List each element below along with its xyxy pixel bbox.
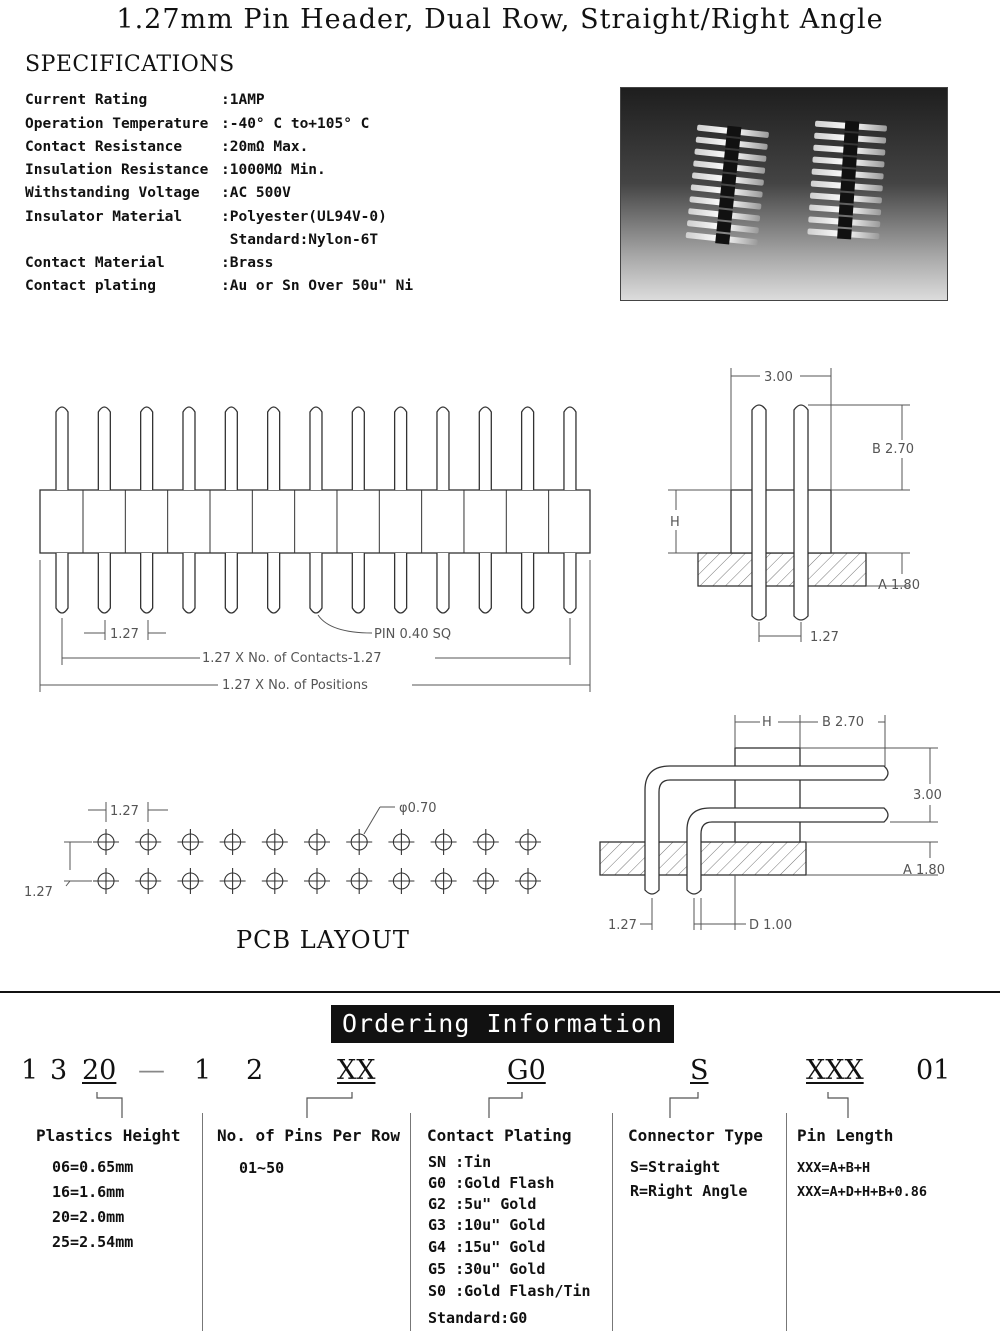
pins-per-row-range: 01~50 (239, 1159, 285, 1177)
spec-value: :1000MΩ Min. (221, 162, 326, 178)
front-pin-upper (479, 407, 491, 490)
photo-insulator-segment (840, 193, 855, 204)
pcb-layout-title: PCB LAYOUT (236, 926, 410, 954)
code-part-pins-per-row: XX (337, 1055, 376, 1086)
plating-standard: Standard:G0 (428, 1309, 528, 1327)
code-part-plastics-height: 20 (82, 1055, 117, 1086)
plastics-height-header: Plastics Height (36, 1126, 181, 1145)
photo-insulator-segment (838, 216, 853, 227)
photo-insulator-segment (725, 138, 740, 149)
ra-pcb-section (600, 842, 806, 875)
right-angle-view (600, 748, 888, 894)
column-divider (786, 1113, 787, 1331)
spec-value: :-40° C to+105° C (221, 116, 370, 132)
plating-option: S0 :Gold Flash/Tin (428, 1282, 591, 1300)
spec-row (25, 278, 413, 294)
spec-label: Contact Material (25, 255, 165, 271)
pcb-hole (135, 868, 161, 894)
pcb-hole (304, 868, 330, 894)
front-view (40, 407, 590, 613)
front-pin-lower (310, 553, 322, 613)
spec-value: :AC 500V (221, 185, 291, 201)
pcb-hole (346, 829, 372, 855)
photo-insulator-segment (726, 126, 741, 137)
spec-label: Contact plating (25, 278, 156, 294)
code-part: 1 (21, 1055, 39, 1086)
photo-insulator-segment (839, 205, 854, 216)
pcb-hole (473, 829, 499, 855)
product-photo (620, 87, 948, 301)
pcb-hole (388, 829, 414, 855)
photo-insulator-segment (845, 121, 860, 132)
spec-label: Current Rating (25, 92, 148, 108)
code-part-contact-plating: G0 (507, 1055, 546, 1086)
spec-row (25, 116, 369, 132)
connector-type-option: S=Straight (630, 1158, 721, 1176)
photo-insulator-segment (721, 173, 736, 184)
spec-label: Contact Resistance (25, 139, 183, 155)
pin-header-photo-illustration (621, 88, 947, 300)
front-pin-lower (395, 553, 407, 613)
pcb-hole (135, 829, 161, 855)
pcb-hole (346, 868, 372, 894)
front-pin-lower (183, 553, 195, 613)
spec-row (25, 255, 273, 271)
spec-value: :1AMP (221, 92, 265, 108)
section-divider (0, 991, 1000, 993)
pcb-hole (220, 868, 246, 894)
front-pin-lower (268, 553, 280, 613)
ra-pitch-label: 1.27 (608, 918, 637, 933)
photo-insulator-segment (842, 157, 857, 168)
front-pin-upper (310, 407, 322, 490)
plating-option: G5 :30u" Gold (428, 1260, 546, 1278)
pcb-hole (93, 829, 119, 855)
code-part: 1 (194, 1055, 212, 1086)
spec-label: Insulation Resistance (25, 162, 209, 178)
front-pin-upper (56, 407, 68, 490)
spec-row (25, 209, 387, 225)
plating-option: G2 :5u" Gold (428, 1195, 537, 1213)
ra-d-label: D 1.00 (749, 918, 793, 933)
spec-row (25, 162, 326, 178)
side-b-label: B 2.70 (872, 442, 914, 457)
pcb-hole (177, 868, 203, 894)
code-leader-lines (0, 1090, 1000, 1120)
front-pitch-label: 1.27 (110, 627, 139, 642)
contact-plating-header: Contact Plating (427, 1126, 572, 1145)
side-width-label: 3.00 (764, 370, 793, 385)
ra-a-label: A 1.80 (903, 863, 945, 878)
photo-insulator-segment (723, 162, 738, 173)
photo-insulator-segment (844, 133, 859, 144)
side-h-label: H (670, 515, 680, 530)
photo-insulator-segment (724, 150, 739, 161)
side-pcb-section (698, 553, 866, 586)
positions-length-label: 1.27 X No. of Positions (222, 678, 368, 693)
pcb-hole (262, 829, 288, 855)
ra-height-label: 3.00 (913, 788, 942, 803)
spec-row (25, 232, 378, 248)
side-insulator-body (731, 490, 831, 553)
plating-option: G0 :Gold Flash (428, 1174, 555, 1192)
front-pin-upper (225, 407, 237, 490)
plating-option: G3 :10u" Gold (428, 1216, 546, 1234)
plastics-height-option: 06=0.65mm (52, 1158, 134, 1176)
photo-insulator-segment (719, 197, 734, 208)
technical-drawing (0, 340, 1000, 960)
photo-insulator-segment (716, 221, 731, 232)
pin-size-label: PIN 0.40 SQ (374, 627, 452, 642)
plating-option: G4 :15u" Gold (428, 1238, 546, 1256)
column-divider (612, 1113, 613, 1331)
spec-value: :Polyester(UL94V-0) (221, 209, 387, 225)
photo-insulator-segment (841, 169, 856, 180)
pcb-hole-label: φ0.70 (399, 801, 437, 816)
front-pin-lower (564, 553, 576, 613)
photo-insulator-segment (715, 233, 730, 244)
front-insulator-body (40, 490, 590, 553)
page-title: 1.27mm Pin Header, Dual Row, Straight/Right Angle (116, 4, 884, 35)
side-pitch-label: 1.27 (810, 630, 839, 645)
pcb-hole-grid (93, 829, 541, 894)
front-pin-upper (395, 407, 407, 490)
pin-length-header: Pin Length (797, 1126, 894, 1145)
front-pin-lower (98, 553, 110, 613)
spec-row (25, 92, 265, 108)
spec-value: :Brass (221, 255, 274, 271)
front-pin-lower (479, 553, 491, 613)
spec-label: Withstanding Voltage (25, 185, 200, 201)
pcb-hole (177, 829, 203, 855)
photo-insulator-segment (837, 228, 852, 239)
front-pin-upper (141, 407, 153, 490)
side-pin-left (752, 405, 766, 620)
spec-row (25, 185, 291, 201)
ra-b-label: B 2.70 (822, 715, 864, 730)
pcb-hole (515, 868, 541, 894)
front-pin-upper (564, 407, 576, 490)
code-part-connector-type: S (690, 1055, 709, 1086)
spec-value: :Au or Sn Over 50u" Ni (221, 278, 414, 294)
code-part: 01 (916, 1055, 951, 1086)
pcb-hole (388, 868, 414, 894)
pin-length-formula: XXX=A+D+H+B+0.86 (797, 1184, 928, 1200)
front-pin-upper (522, 407, 534, 490)
side-view (698, 405, 866, 620)
spec-label: Insulator Material (25, 209, 183, 225)
spec-value: :20mΩ Max. (221, 139, 309, 155)
plating-option: SN :Tin (428, 1153, 492, 1171)
spec-label: Operation Temperature (25, 116, 209, 132)
code-dash: — (138, 1055, 165, 1086)
column-divider (202, 1113, 203, 1331)
front-pin-lower (225, 553, 237, 613)
front-pin-upper (352, 407, 364, 490)
ra-insulator-body (735, 748, 800, 842)
ordering-information-heading: Ordering Information (331, 1005, 674, 1043)
photo-insulator-segment (718, 209, 733, 220)
pcb-hole (220, 829, 246, 855)
front-pin-upper (268, 407, 280, 490)
pin-length-formula: XXX=A+B+H (797, 1160, 871, 1176)
plastics-height-option: 16=1.6mm (52, 1183, 125, 1201)
column-divider (410, 1113, 411, 1331)
front-pin-lower (437, 553, 449, 613)
front-pin-upper (98, 407, 110, 490)
side-a-label: A 1.80 (878, 578, 920, 593)
code-part: 3 (50, 1055, 68, 1086)
pcb-hole (304, 829, 330, 855)
contacts-length-label: 1.27 X No. of Contacts-1.27 (202, 651, 382, 666)
code-part: 2 (246, 1055, 264, 1086)
pins-per-row-header: No. of Pins Per Row (217, 1126, 401, 1145)
specifications-heading: SPECIFICATIONS (25, 52, 235, 77)
plastics-height-option: 20=2.0mm (52, 1208, 125, 1226)
plastics-height-option: 25=2.54mm (52, 1233, 134, 1251)
spec-row (25, 139, 308, 155)
side-pin-right (794, 405, 808, 620)
photo-insulator-segment (840, 181, 855, 192)
front-pin-upper (183, 407, 195, 490)
ra-h-label: H (762, 715, 772, 730)
pcb-pitch-y-label: 1.27 (24, 885, 53, 900)
pcb-hole (93, 868, 119, 894)
front-pin-upper (437, 407, 449, 490)
pcb-hole (431, 868, 457, 894)
front-pin-lower (56, 553, 68, 613)
pcb-hole (431, 829, 457, 855)
right-angle-header-photo (685, 123, 769, 248)
pcb-hole (515, 829, 541, 855)
photo-insulator-segment (720, 185, 735, 196)
connector-type-option: R=Right Angle (630, 1182, 748, 1200)
connector-type-header: Connector Type (628, 1126, 763, 1145)
pcb-hole (262, 868, 288, 894)
code-part-pin-length: XXX (806, 1055, 864, 1086)
photo-insulator-segment (843, 145, 858, 156)
spec-value: Standard:Nylon-6T (221, 232, 379, 248)
pcb-pitch-x-label: 1.27 (110, 804, 139, 819)
front-pin-lower (522, 553, 534, 613)
straight-header-photo (807, 119, 887, 242)
pcb-hole (473, 868, 499, 894)
front-pin-lower (141, 553, 153, 613)
front-pin-lower (352, 553, 364, 613)
